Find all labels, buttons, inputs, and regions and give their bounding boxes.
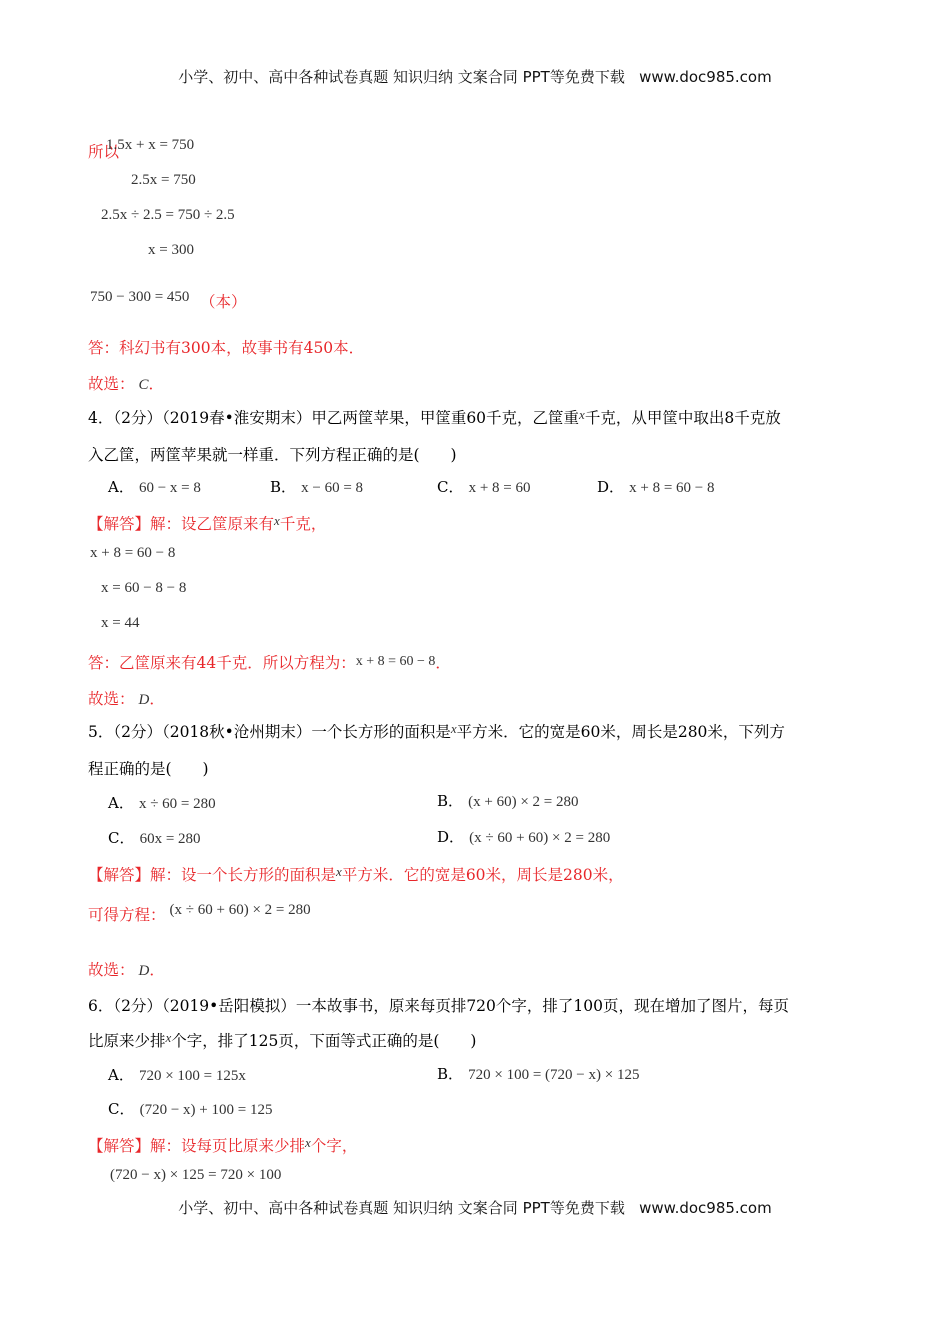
option-c-eq: 60x = 280 <box>139 831 201 847</box>
q5-sol2-label: 可得方程： <box>88 906 166 924</box>
solution-tag: 【解答】 <box>88 866 151 884</box>
q4-line2: 入乙筐，两筐苹果就一样重．下列方程正确的是( ) <box>88 446 457 464</box>
q4-eq2: x = 60 − 8 − 8 <box>101 580 187 596</box>
q4-sol-b: 千克， <box>279 515 327 533</box>
solution-tag: 【解答】 <box>88 515 151 533</box>
header-url[interactable]: www.doc985.com <box>639 68 772 86</box>
page-header <box>0 66 950 87</box>
q6-sol-b: 个字， <box>310 1137 358 1155</box>
prev-answer: 答：科幻书有300本，故事书有450本． <box>88 339 365 357</box>
choice-letter: D <box>138 963 150 979</box>
prev-eq4: x = 300 <box>148 242 194 258</box>
option-c-label: C． <box>108 1100 135 1118</box>
q4-line1-b: 千克，从甲筐中取出8千克放 <box>584 409 781 427</box>
option-b-eq: x − 60 = 8 <box>301 480 364 496</box>
q5-sol-b: 平方米．它的宽是60米，周长是280米， <box>341 866 624 884</box>
option-a-label: A． <box>108 478 134 496</box>
option-c-label: C． <box>108 829 135 847</box>
page-footer <box>0 1197 950 1218</box>
q4-solution-intro <box>88 512 326 534</box>
prev-eq3: 2.5x ÷ 2.5 = 750 ÷ 2.5 <box>101 207 235 223</box>
q4-eq1: x + 8 = 60 − 8 <box>90 545 176 561</box>
q6-option-b[interactable] <box>437 1063 639 1084</box>
q6-solution-intro <box>88 1134 357 1156</box>
q4-var: x <box>579 407 585 422</box>
q5-line1-b: 平方米．它的宽是60米，周长是280米，下列方 <box>456 723 785 741</box>
option-b-eq: (x + 60) × 2 = 280 <box>468 794 579 810</box>
option-c-label: C． <box>437 478 464 496</box>
q6-sol-var: x <box>305 1135 311 1150</box>
option-d-eq: x + 8 = 60 − 8 <box>629 480 715 496</box>
header-text: 小学、初中、高中各种试卷真题 知识归纳 文案合同 PPT等免费下载 <box>178 68 625 86</box>
q5-sol-a: 解：设一个长方形的面积是 <box>150 866 337 884</box>
q6-line2-b: 个字，排了125页，下面等式正确的是( ) <box>171 1032 477 1050</box>
solution-tag: 【解答】 <box>88 1137 151 1155</box>
option-d-label: D． <box>597 478 625 496</box>
q5-line2: 程正确的是( ) <box>88 760 209 778</box>
q6-eq1: (720 − x) × 125 = 720 × 100 <box>110 1167 282 1183</box>
option-d-label: D． <box>437 828 465 846</box>
prev-eq1: 1.5x + x = 750 <box>106 137 195 153</box>
q5-sol-var: x <box>336 864 342 879</box>
q4-choice-line <box>88 687 165 709</box>
q5-line1 <box>88 720 785 742</box>
option-a-eq: 720 × 100 = 125x <box>138 1068 246 1084</box>
option-c-eq: x + 8 = 60 <box>468 480 531 496</box>
q4-answer-eq: x + 8 = 60 − 8 <box>355 654 436 669</box>
q5-var: x <box>450 721 457 736</box>
option-b-label: B． <box>437 792 464 810</box>
option-d-eq: (x ÷ 60 + 60) × 2 = 280 <box>469 830 611 846</box>
q5-solution-intro <box>88 863 624 885</box>
choice-prefix: 故选： <box>88 961 135 979</box>
option-a-label: A． <box>108 1066 134 1084</box>
footer-text: 小学、初中、高中各种试卷真题 知识归纳 文案合同 PPT等免费下载 <box>178 1199 625 1217</box>
option-a-eq: x ÷ 60 = 280 <box>138 796 216 812</box>
q4-answer-b: ． <box>435 654 451 672</box>
q4-sol-a: 解：设乙筐原来有 <box>150 515 275 533</box>
choice-letter: D <box>138 692 150 708</box>
footer-url[interactable]: www.doc985.com <box>639 1199 772 1217</box>
q4-sol-var: x <box>274 513 280 528</box>
q6-line2 <box>88 1029 476 1051</box>
choice-letter: C <box>138 377 149 393</box>
q5-option-c[interactable] <box>108 827 201 848</box>
q4-line1-a: 4．（2分）（2019春•淮安期末）甲乙两筐苹果，甲筐重60千克，乙筐重 <box>88 409 580 427</box>
option-b-label: B． <box>437 1065 464 1083</box>
choice-suffix: ． <box>149 690 165 708</box>
q4-option-c[interactable] <box>437 476 531 497</box>
q4-answer <box>88 651 451 673</box>
q6-line2-a: 比原来少排 <box>88 1032 166 1050</box>
q4-line1 <box>88 406 781 428</box>
q4-option-d[interactable] <box>597 476 715 497</box>
q6-option-a[interactable] <box>108 1064 246 1085</box>
q5-choice-line <box>88 958 165 980</box>
q6-var: x <box>165 1030 172 1045</box>
q6-option-c[interactable] <box>108 1098 272 1119</box>
q4-answer-a: 答：乙筐原来有44千克．所以方程为： <box>88 654 356 672</box>
q5-option-b[interactable] <box>437 790 579 811</box>
q5-sol2 <box>88 902 311 925</box>
choice-prefix: 故选： <box>88 690 135 708</box>
option-b-eq: 720 × 100 = (720 − x) × 125 <box>468 1067 640 1083</box>
prev-choice-line <box>88 372 164 394</box>
option-c-eq: (720 − x) + 100 = 125 <box>139 1102 273 1118</box>
q4-option-a[interactable] <box>108 476 201 497</box>
choice-prefix: 故选： <box>88 375 135 393</box>
q6-line1: 6．（2分）（2019•岳阳模拟）一本故事书，原来每页排720个字，排了100页，现在增加了图片，每页 <box>88 997 789 1015</box>
option-a-eq: 60 − x = 8 <box>138 480 201 496</box>
so-label: 所以 <box>88 143 120 161</box>
q5-option-d[interactable] <box>437 826 610 847</box>
option-a-label: A． <box>108 794 134 812</box>
q4-eq3: x = 44 <box>101 615 140 631</box>
prev-eq5-unit: （本） <box>200 293 247 311</box>
q6-sol-a: 解：设每页比原来少排 <box>150 1137 306 1155</box>
option-b-label: B． <box>270 478 297 496</box>
prev-eq2: 2.5x = 750 <box>131 172 196 188</box>
q4-option-b[interactable] <box>270 476 363 497</box>
choice-suffix: ． <box>148 375 165 393</box>
choice-suffix: ． <box>149 961 165 979</box>
prev-eq5: 750 − 300 = 450 <box>90 289 190 305</box>
q5-line1-a: 5．（2分）（2018秋•沧州期末）一个长方形的面积是 <box>88 723 451 741</box>
q5-option-a[interactable] <box>108 792 216 813</box>
q5-sol2-eq: (x ÷ 60 + 60) × 2 = 280 <box>169 902 311 918</box>
